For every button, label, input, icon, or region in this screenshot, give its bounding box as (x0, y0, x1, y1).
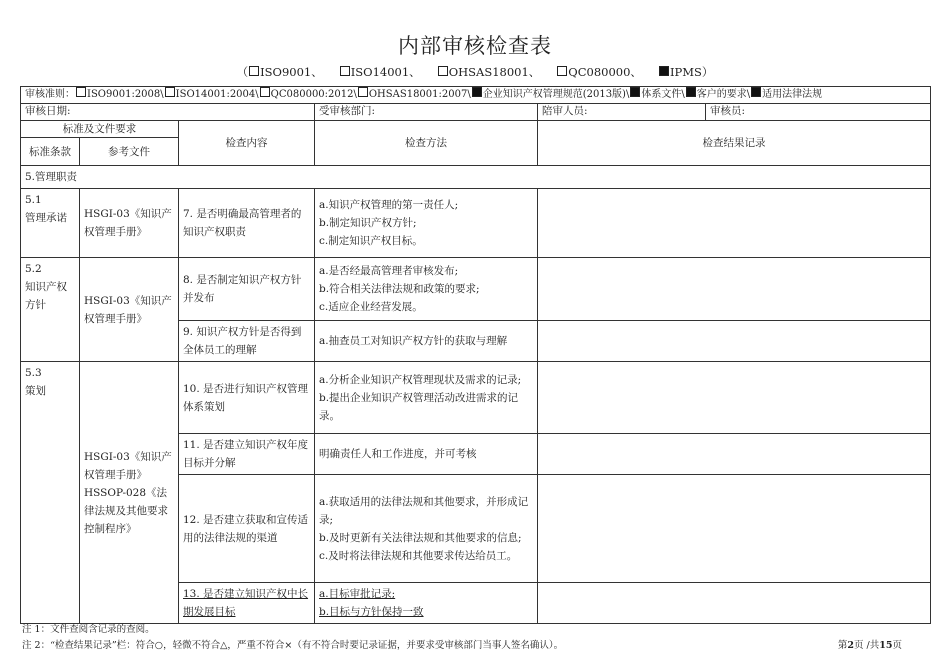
header-content: 检查内容 (179, 121, 315, 166)
checkbox-criteria-ip-standard[interactable] (472, 87, 482, 97)
clause-5-1: 5.1 管理承诺 (21, 189, 80, 258)
method-11: 明确责任人和工作进度，并可考核 (315, 434, 538, 475)
checkbox-ipms[interactable] (659, 66, 669, 76)
accompanying-field[interactable]: 陪审人员: (538, 104, 706, 121)
ref-doc-5-1: HSGI-03《知识产权管理手册》 (80, 189, 179, 258)
result-8[interactable] (538, 258, 931, 321)
checkbox-criteria-ohsas18001[interactable] (358, 87, 368, 97)
ref-doc-5-3: HSGI-03《知识产权管理手册》HSSOP-028《法律法规及其他要求控制程序》 (80, 362, 179, 624)
auditor-field[interactable]: 审核员: (706, 104, 931, 121)
content-13: 13. 是否建立知识产权中长期发展目标 (179, 583, 315, 624)
checkbox-criteria-laws[interactable] (751, 87, 761, 97)
header-method: 检查方法 (315, 121, 538, 166)
result-13[interactable] (538, 583, 931, 624)
document-title: 内部审核检查表 (398, 34, 552, 58)
ref-doc-5-2: HSGI-03《知识产权管理手册》 (80, 258, 179, 362)
header-clause: 标准条款 (21, 138, 80, 166)
checkbox-qc080000[interactable] (557, 66, 567, 76)
content-8: 8. 是否制定知识产权方针并发布 (179, 258, 315, 321)
method-12: a.获取适用的法律法规和其他要求，并形成记录; b.及时更新有关法律法规和其他要求的信息; c.及时将法律法规和其他要求传达给员工。 (315, 475, 538, 583)
method-10: a.分析企业知识产权管理现状及需求的记录; b.提出企业知识产权管理活动改进需求的记录。 (315, 362, 538, 434)
content-11: 11. 是否建立知识产权年度目标并分解 (179, 434, 315, 475)
content-10: 10. 是否进行知识产权管理体系策划 (179, 362, 315, 434)
audited-dept-field[interactable]: 受审核部门: (315, 104, 538, 121)
audit-checklist-table (20, 86, 931, 624)
header-result: 检查结果记录 (538, 121, 931, 166)
clause-5-2: 5.2 知识产权方针 (21, 258, 80, 362)
result-9[interactable] (538, 321, 931, 362)
method-7: a.知识产权管理的第一责任人; b.制定知识产权方针; c.制定知识产权目标。 (315, 189, 538, 258)
header-std-group: 标准及文件要求 (21, 121, 179, 138)
checkbox-criteria-iso9001[interactable] (76, 87, 86, 97)
checkbox-iso9001[interactable] (249, 66, 259, 76)
result-10[interactable] (538, 362, 931, 434)
method-8: a.是否经最高管理者审核发布; b.符合相关法律法规和政策的要求; c.适应企业经营发展。 (315, 258, 538, 321)
checkbox-criteria-qc080000[interactable] (260, 87, 270, 97)
result-7[interactable] (538, 189, 931, 258)
method-9: a.抽查员工对知识产权方针的获取与理解 (315, 321, 538, 362)
content-12: 12. 是否建立获取和宣传适用的法律法规的渠道 (179, 475, 315, 583)
result-11[interactable] (538, 434, 931, 475)
checkbox-iso14001[interactable] (340, 66, 350, 76)
header-ref-doc: 参考文件 (80, 138, 179, 166)
content-9: 9. 知识产权方针是否得到全体员工的理解 (179, 321, 315, 362)
method-13: a.目标审批记录; b.目标与方针保持一致 (315, 583, 538, 624)
section-title: 5.管理职责 (21, 166, 931, 189)
note-2: 注 2：“检查结果记录”栏：符合○，轻微不符合△，严重不符合×（有不符合时要记录证据，并要求受审核部门当事人签名确认）。 (22, 640, 564, 651)
checkbox-criteria-iso14001[interactable] (165, 87, 175, 97)
note-1: 注 1：文件查阅含记录的查阅。 (22, 624, 155, 635)
audit-criteria-row: 审核准则： ISO9001:2008\ ISO14001:2004\ QC080000:2012\ OHSAS18001:2007\ 企业知识产权管理规范(2013版)\ 体系文件\ 客户的要求\ 适用法律法规 (21, 87, 931, 104)
standards-line: （ ISO9001、 ISO14001、 OHSAS18001、 QC080000、 IPMS） (236, 65, 714, 79)
clause-5-3: 5.3 策划 (21, 362, 80, 624)
page-number: 第2页 /共15页 (837, 640, 902, 651)
checkbox-criteria-customer[interactable] (686, 87, 696, 97)
content-7: 7. 是否明确最高管理者的知识产权职责 (179, 189, 315, 258)
audit-date-field[interactable]: 审核日期: (21, 104, 315, 121)
checkbox-ohsas18001[interactable] (438, 66, 448, 76)
checkbox-criteria-system-docs[interactable] (630, 87, 640, 97)
result-12[interactable] (538, 475, 931, 583)
